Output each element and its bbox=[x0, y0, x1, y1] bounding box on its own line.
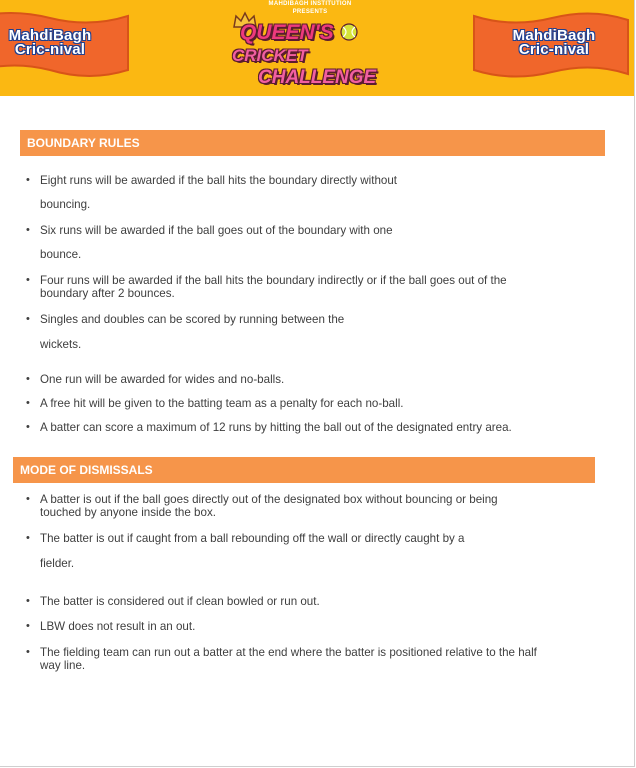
list-item-line: A batter can score a maximum of 12 runs by hitting the ball out of the designated entry area. bbox=[40, 421, 512, 434]
list-item bbox=[26, 493, 606, 519]
bullet-icon: • bbox=[26, 595, 30, 607]
list-item bbox=[26, 274, 606, 300]
list-item-line: bounce. bbox=[40, 248, 82, 261]
flag-left-text bbox=[0, 29, 120, 57]
bullet-icon: • bbox=[26, 373, 30, 385]
bullet-icon: • bbox=[26, 313, 30, 325]
list-item bbox=[26, 397, 606, 410]
list-item-line: bouncing. bbox=[40, 198, 91, 211]
list-item-line: Four runs will be awarded if the ball hits the boundary indirectly or if the ball goes out of the bbox=[40, 274, 507, 287]
list-item bbox=[26, 421, 616, 434]
presenter-line-2: PRESENTS bbox=[292, 9, 328, 15]
bullet-icon: • bbox=[26, 397, 30, 409]
bullet-icon: • bbox=[26, 274, 30, 286]
bullet-icon: • bbox=[26, 532, 30, 544]
section-heading-boundary-rules: BOUNDARY RULES bbox=[20, 130, 605, 156]
list-item bbox=[26, 595, 586, 608]
list-item-line: The batter is considered out if clean bowled or run out. bbox=[40, 595, 320, 608]
list-item-line: The fielding team can run out a batter at the end where the batter is positioned relative to the half bbox=[40, 646, 537, 659]
list-item-line: A free hit will be given to the batting team as a penalty for each no-ball. bbox=[40, 397, 404, 410]
tennis-ball-icon bbox=[340, 23, 358, 41]
bullet-icon: • bbox=[26, 646, 30, 658]
flag-left-label: MahdiBagh Cric-nival bbox=[8, 27, 92, 58]
logo-challenge: CHALLENGE bbox=[258, 67, 377, 88]
list-item bbox=[26, 532, 586, 570]
flag-right-label: MahdiBagh Cric-nival bbox=[512, 27, 596, 58]
cricnival-flag-right bbox=[470, 8, 632, 80]
cricnival-flag-left bbox=[0, 8, 132, 80]
list-item bbox=[26, 373, 606, 386]
bullet-icon: • bbox=[26, 620, 30, 632]
list-item-line: way line. bbox=[40, 659, 86, 672]
list-item bbox=[26, 174, 566, 211]
flag-right-text bbox=[484, 29, 624, 57]
list-item-line: The batter is out if caught from a ball rebounding off the wall or directly caught by a bbox=[40, 532, 465, 545]
list-item-line: A batter is out if the ball goes directly out of the designated box without bouncing or being bbox=[40, 493, 498, 506]
list-item-line: One run will be awarded for wides and no-balls. bbox=[40, 373, 285, 386]
queens-cricket-challenge-logo bbox=[228, 17, 377, 95]
logo-cricket: CRICKET bbox=[232, 46, 308, 65]
list-item bbox=[26, 646, 616, 672]
logo-queens: QUEEN'S bbox=[240, 21, 334, 44]
list-item-line: Eight runs will be awarded if the ball hits the boundary directly without bbox=[40, 174, 398, 187]
list-item-line: Six runs will be awarded if the ball goes out of the boundary with one bbox=[40, 224, 393, 237]
presenter-line-1: MAHDIBAGH INSTITUTION bbox=[268, 1, 352, 7]
list-item-line: LBW does not result in an out. bbox=[40, 620, 196, 633]
header-banner bbox=[0, 0, 634, 96]
list-item bbox=[26, 620, 586, 633]
list-item-line: Singles and doubles can be scored by running between the bbox=[40, 313, 345, 326]
list-item-line: fielder. bbox=[40, 557, 75, 570]
list-item-line: wickets. bbox=[40, 338, 82, 351]
list-item bbox=[26, 224, 566, 261]
list-item-line: boundary after 2 bounces. bbox=[40, 287, 175, 300]
bullet-icon: • bbox=[26, 224, 30, 236]
bullet-icon: • bbox=[26, 421, 30, 433]
section-heading-mode-of-dismissals: MODE OF DISMISSALS bbox=[13, 457, 595, 483]
list-item-line: touched by anyone inside the box. bbox=[40, 506, 216, 519]
bullet-icon: • bbox=[26, 493, 30, 505]
bullet-icon: • bbox=[26, 174, 30, 186]
list-item bbox=[26, 313, 566, 351]
